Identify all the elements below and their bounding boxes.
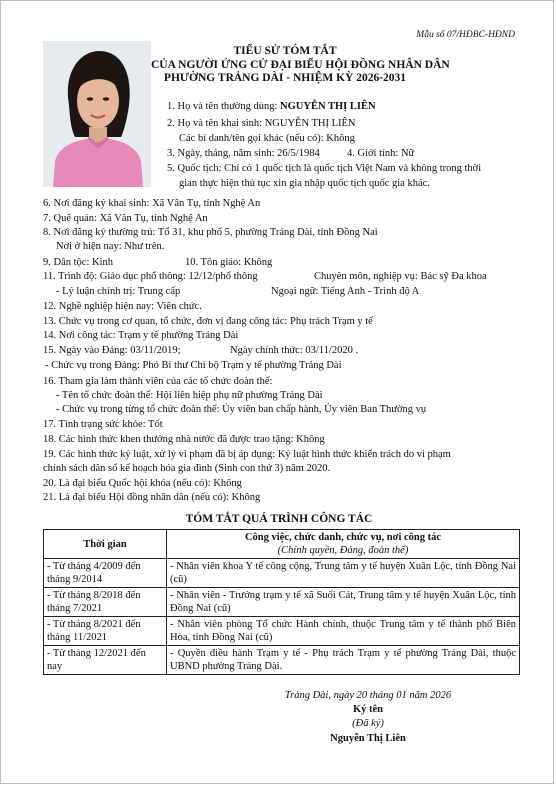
table-cell-work: - Nhân viên phòng Tổ chức Hành chính, thuộc Trung tâm y tế thành phố Biên Hòa, tỉnh Đồng Nai (cũ) bbox=[167, 617, 520, 646]
field-common-name-label: 1. Họ và tên thường dùng: bbox=[167, 101, 281, 112]
field-common-name-value: NGUYỄN THỊ LIÊN bbox=[280, 101, 376, 112]
field-common-name bbox=[167, 100, 376, 113]
field-occupation: 12. Nghề nghiệp hiện nay: Viên chức. bbox=[43, 301, 202, 312]
table-row bbox=[44, 588, 520, 617]
table-cell-work: - Quyền điều hành Trạm y tế - Phụ trách Trạm y tế phường Trảng Dài, thuộc UBND phường Trảng Dài. bbox=[167, 646, 520, 675]
field-hometown: 7. Quê quán: Xã Vân Tụ, tỉnh Nghệ An bbox=[43, 213, 208, 224]
field-party-join-date: 15. Ngày vào Đảng: 03/11/2019; bbox=[43, 345, 181, 356]
field-discipline-2: chính sách dân số kế hoạch hóa gia đình (Sinh con thứ 3) năm 2020. bbox=[43, 463, 331, 474]
header-work-title: Công việc, chức danh, chức vụ, nơi công tác bbox=[244, 532, 442, 543]
work-history-table bbox=[43, 529, 520, 675]
field-nationality-2: gian thực hiện thủ tục xin gia nhập quốc tịch quốc gia khác. bbox=[179, 178, 430, 189]
field-health: 17. Tình trạng sức khỏe: Tốt bbox=[43, 419, 163, 430]
field-organization-roles: - Chức vụ trong từng tổ chức đoàn thể: Ủy viên ban chấp hành, Ủy viên Ban Thường vụ bbox=[56, 404, 427, 415]
portrait-image bbox=[43, 41, 151, 187]
work-history-title: TÓM TẮT QUÁ TRÌNH CÔNG TÁC bbox=[185, 513, 373, 525]
field-organization-name: - Tên tổ chức đoàn thể: Hội liên hiệp phụ nữ phường Trảng Dài bbox=[56, 390, 323, 401]
title-line-2: CỦA NGƯỜI ỨNG CỬ ĐẠI BIỂU HỘI ĐỒNG NHÂN DÂN bbox=[151, 58, 450, 71]
field-party-official-date: Ngày chính thức: 03/11/2020 . bbox=[230, 345, 359, 356]
header-time: Thời gian bbox=[44, 530, 167, 559]
signature-label: Ký tên bbox=[352, 704, 384, 715]
table-row bbox=[44, 559, 520, 588]
field-current-address: Nơi ở hiện nay: Như trên. bbox=[56, 241, 165, 252]
portrait-photo bbox=[43, 41, 151, 187]
field-awards: 18. Các hình thức khen thưởng nhà nước đã được trao tặng: Không bbox=[43, 434, 325, 445]
signature-name: Nguyễn Thị Liên bbox=[330, 733, 406, 744]
field-birth-name: 2. Họ và tên khai sinh: NGUYỄN THỊ LIÊN bbox=[167, 118, 356, 129]
field-education: 11. Trình độ: Giáo dục phổ thông: 12/12/phổ thông bbox=[43, 271, 258, 282]
field-nationality-1: 5. Quốc tịch: Chỉ có 1 quốc tịch là quốc tịch Việt Nam và không trong thời bbox=[167, 163, 482, 174]
field-birth-date: 3. Ngày, tháng, năm sinh: 26/5/1984 bbox=[167, 148, 320, 159]
field-party-position: - Chức vụ trong Đảng: Phó Bí thư Chi bộ Trạm y tế phường Trảng Dài bbox=[45, 360, 342, 371]
title-line-3: PHƯỜNG TRẢNG DÀI - NHIỆM KỲ 2026-2031 bbox=[163, 72, 407, 84]
table-cell-time: - Từ tháng 4/2009 đến tháng 9/2014 bbox=[44, 559, 167, 588]
field-organizations: 16. Tham gia làm thành viên của các tổ chức đoàn thể: bbox=[43, 376, 273, 387]
field-ethnicity: 9. Dân tộc: Kinh bbox=[43, 257, 113, 268]
field-workplace: 14. Nơi công tác: Trạm y tế phường Trảng Dài bbox=[43, 330, 239, 341]
table-row bbox=[44, 617, 520, 646]
header-work-subtitle: (Chính quyền, Đảng, đoàn thể) bbox=[277, 545, 409, 556]
field-gender: 4. Giới tính: Nữ bbox=[347, 148, 415, 159]
title-line-1: TIỂU SỬ TÓM TẮT bbox=[233, 45, 337, 57]
table-cell-time: - Từ tháng 8/2021 đến tháng 11/2021 bbox=[44, 617, 167, 646]
field-religion: 10. Tôn giáo: Không bbox=[185, 257, 273, 268]
signature-signed: (Đã ký) bbox=[352, 718, 384, 729]
signature-place-date: Trảng Dài, ngày 20 tháng 01 năm 2026 bbox=[284, 690, 452, 701]
table-cell-work: - Nhân viên - Trưởng trạm y tế xã Suối Cát, Trung tâm y tế huyện Xuân Lộc, tỉnh Đồng Nai (cũ) bbox=[167, 588, 520, 617]
field-discipline-1: 19. Các hình thức kỷ luật, xử lý vi phạm đã bị áp dụng: Kỷ luật hình thức khiển trách do vi phạm bbox=[43, 449, 451, 460]
field-national-assembly: 20. Là đại biểu Quốc hội khóa (nếu có): Không bbox=[43, 478, 242, 489]
header-work bbox=[167, 530, 520, 559]
form-code: Mẫu số 07/HĐBC-HĐND bbox=[416, 30, 515, 40]
field-birth-registration: 6. Nơi đăng ký khai sinh: Xã Vân Tụ, tỉnh Nghệ An bbox=[43, 198, 261, 209]
field-aliases: Các bí danh/tên gọi khác (nếu có): Không bbox=[179, 133, 355, 144]
table-row bbox=[44, 646, 520, 675]
field-profession: Chuyên môn, nghiệp vụ: Bác sỹ Đa khoa bbox=[314, 271, 487, 282]
table-cell-time: - Từ tháng 8/2018 đến tháng 7/2021 bbox=[44, 588, 167, 617]
field-permanent-address: 8. Nơi đăng ký thường trú: Tổ 31, khu phố 5, phường Trảng Dài, tỉnh Đồng Nai bbox=[43, 227, 378, 238]
field-political-theory: - Lý luận chính trị: Trung cấp bbox=[56, 286, 181, 297]
document-title bbox=[151, 45, 450, 86]
field-peoples-council: 21. Là đại biểu Hội đồng nhân dân (nếu có): Không bbox=[43, 492, 261, 503]
field-position: 13. Chức vụ trong cơ quan, tổ chức, đơn vị đang công tác: Phụ trách Trạm y tế bbox=[43, 316, 373, 327]
field-foreign-language: Ngoại ngữ: Tiếng Anh - Trình độ A bbox=[271, 286, 420, 297]
table-header-row bbox=[44, 530, 520, 559]
table-cell-work: - Nhân viên khoa Y tế công cộng, Trung tâm y tế huyện Xuân Lộc, tỉnh Đồng Nai (cũ) bbox=[167, 559, 520, 588]
table-cell-time: - Từ tháng 12/2021 đến nay bbox=[44, 646, 167, 675]
